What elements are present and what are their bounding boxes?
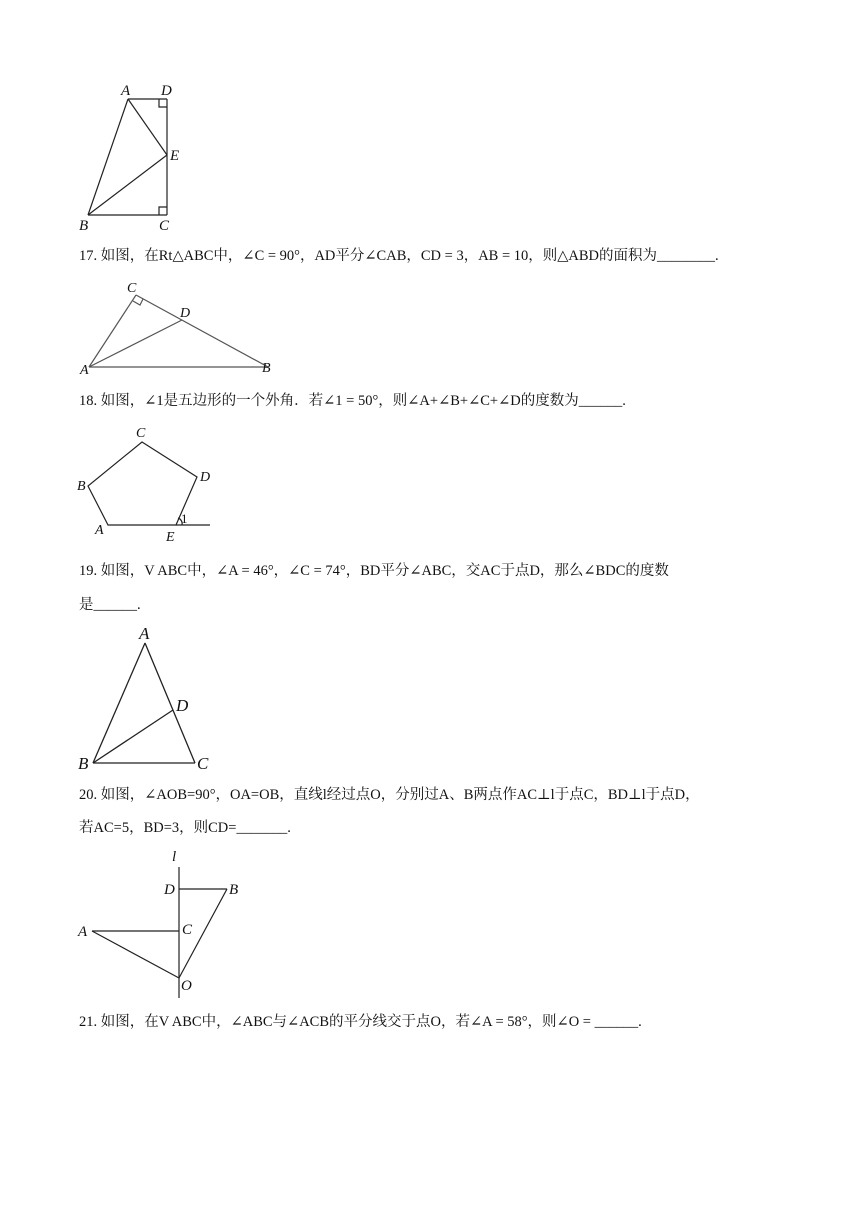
figure-line-l-aob [75, 845, 255, 1000]
figure-right-triangle-abc [75, 278, 285, 378]
label-d: D [176, 696, 189, 715]
label-c: C [182, 922, 193, 938]
question-text: 如图，在Rt△ABC中，∠C = 90°，AD平分∠CAB，CD = 3，AB = 10，则△ABD的面积为________. [100, 248, 719, 264]
figure-20-svg [75, 845, 255, 1000]
label-d: D [161, 83, 172, 99]
figure-pentagon [75, 420, 220, 550]
label-b: B [78, 754, 89, 773]
label-a: A [78, 924, 88, 940]
label-l: l [172, 849, 177, 865]
question-number: 20. [79, 787, 98, 803]
label-c: C [136, 426, 146, 441]
question-text: 如图，∠AOB=90°，OA=OB，直线l经过点O，分别过A、B两点作AC⊥l于点C，BD⊥l于点D， [100, 787, 700, 803]
figure-triangle-abc-bisector [75, 622, 225, 777]
question-text: 如图，V ABC中，∠A = 46°，∠C = 74°，BD平分∠ABC，交AC于点D，那么∠BDC的度数 [100, 563, 669, 579]
question-number: 17. [79, 248, 98, 264]
question-20 [79, 785, 700, 805]
label-o: O [181, 978, 192, 994]
label-d: D [180, 306, 191, 321]
figure-19-svg [75, 622, 225, 777]
label-e: E [166, 530, 175, 545]
figure-quadrilateral-abcde [75, 80, 195, 235]
question-text: 如图，在V ABC中，∠ABC与∠ACB的平分线交于点O，若∠A = 58°，则∠O = ______. [100, 1014, 642, 1030]
question-text-cont: 是______. [79, 597, 141, 613]
label-b: B [77, 479, 86, 494]
label-a: A [121, 83, 131, 99]
question-21 [79, 1012, 642, 1032]
label-b: B [262, 361, 271, 376]
label-a: A [139, 624, 150, 643]
label-angle-1: 1 [181, 511, 188, 526]
label-a: A [80, 363, 89, 378]
question-number: 18. [79, 393, 98, 409]
label-b: B [79, 218, 89, 234]
figure-16-svg [75, 80, 195, 235]
label-b: B [229, 882, 239, 898]
question-18 [79, 391, 626, 411]
label-a: A [95, 523, 104, 538]
question-number: 21. [79, 1014, 98, 1030]
question-19-continued [79, 595, 141, 615]
question-20-continued [79, 818, 291, 838]
label-c: C [197, 754, 209, 773]
figure-17-svg [75, 278, 285, 378]
question-19 [79, 561, 669, 581]
question-17 [79, 246, 719, 266]
question-number: 19. [79, 563, 98, 579]
question-text: 如图，∠1是五边形的一个外角．若∠1 = 50°，则∠A+∠B+∠C+∠D的度数为______. [100, 393, 626, 409]
figure-18-svg [75, 420, 220, 550]
label-e: E [170, 148, 180, 164]
label-d: D [200, 470, 211, 485]
label-c: C [159, 218, 170, 234]
label-d: D [164, 882, 175, 898]
question-text-cont: 若AC=5，BD=3，则CD=_______. [79, 820, 291, 836]
label-c: C [127, 281, 137, 296]
